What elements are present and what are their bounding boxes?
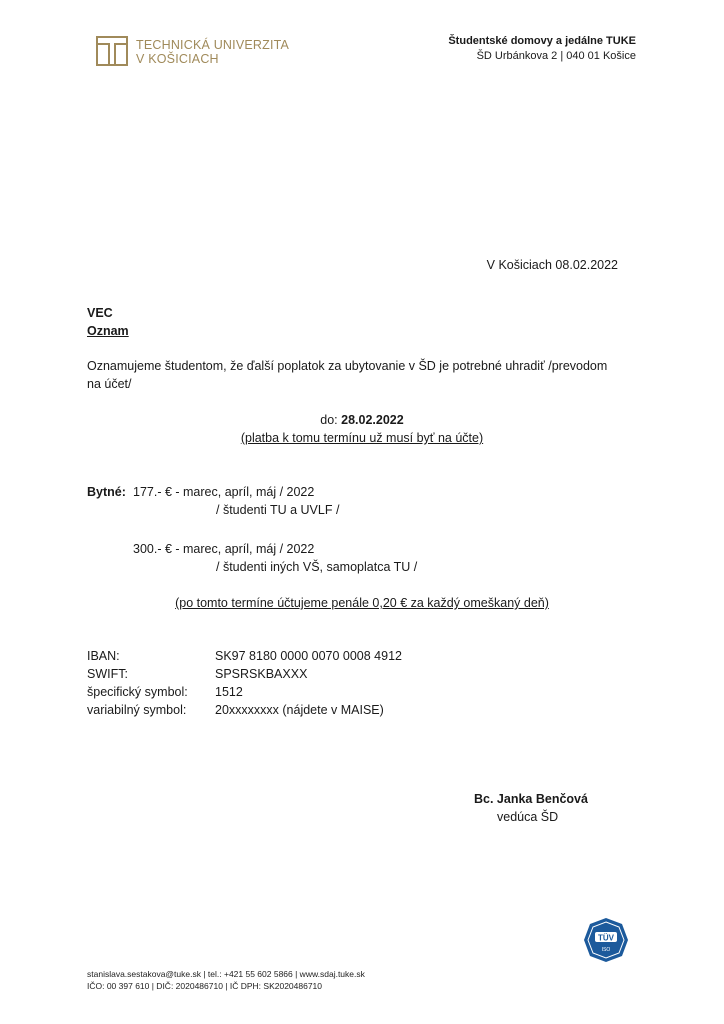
signature-name: Bc. Janka Benčová	[474, 792, 588, 806]
deadline-line	[0, 411, 724, 429]
deadline-date: 28.02.2022	[341, 413, 404, 427]
payment-value: 1512	[215, 685, 243, 699]
tuv-badge-icon	[583, 917, 629, 963]
footer-ids: IČO: 00 397 610 | DIČ: 2020486710 | IČ DPH: SK2020486710	[87, 981, 323, 991]
deadline-prefix: do:	[320, 413, 342, 427]
intro-line-2: na účet/	[87, 377, 132, 391]
logo-line-1: TECHNICKÁ UNIVERZITA	[136, 38, 290, 52]
payment-row	[87, 665, 402, 683]
org-name: Študentské domovy a jedálne TUKE	[448, 35, 636, 47]
fee-1-amount: 177.- € - marec, apríl, máj / 2022	[133, 485, 315, 499]
subject-label: VEC	[87, 306, 113, 320]
payment-label: variabilný symbol:	[87, 703, 187, 717]
signature-role: vedúca ŠD	[497, 810, 559, 824]
university-logo-icon	[95, 35, 129, 67]
date-line: V Košiciach 08.02.2022	[486, 258, 618, 272]
payment-details	[87, 647, 402, 719]
subject-title: Oznam	[87, 324, 129, 338]
fee-2-group: / študenti iných VŠ, samoplatca TU /	[216, 560, 418, 574]
fee-1-group: / študenti TU a UVLF /	[216, 503, 340, 517]
tuv-certification-badge	[583, 917, 629, 963]
payment-value: 20xxxxxxxx (nájdete v MAISE)	[215, 703, 384, 717]
badge-top-text: TÜV	[598, 933, 614, 943]
payment-value: SK97 8180 0000 0070 0008 4912	[215, 649, 402, 663]
payment-row	[87, 683, 402, 701]
payment-row	[87, 647, 402, 665]
intro-line-1: Oznamujeme študentom, že ďalší poplatok za ubytovanie v ŠD je potrebné uhradiť /prevodom	[87, 359, 608, 373]
payment-value: SPSRSKBAXXX	[215, 667, 308, 681]
payment-row	[87, 701, 402, 719]
fees-label: Bytné:	[87, 485, 126, 499]
footer-contacts: stanislava.sestakova@tuke.sk | tel.: +421 55 602 5866 | www.sdaj.tuke.sk	[87, 969, 365, 979]
fee-2-amount: 300.- € - marec, apríl, máj / 2022	[133, 542, 315, 556]
badge-bottom-text: ISO	[601, 947, 611, 953]
org-address: ŠD Urbánkova 2 | 040 01 Košice	[476, 50, 636, 62]
payment-label: SWIFT:	[87, 667, 128, 681]
penalty-note: (po tomto termíne účtujeme penále 0,20 € za každý omeškaný deň)	[175, 596, 549, 610]
logo-line-2: V KOŠICIACH	[136, 52, 219, 66]
deadline-note: (platba k tomu termínu už musí byť na účte)	[240, 431, 484, 445]
payment-label: IBAN:	[87, 649, 120, 663]
university-logo	[95, 35, 129, 67]
payment-label: špecifický symbol:	[87, 685, 188, 699]
